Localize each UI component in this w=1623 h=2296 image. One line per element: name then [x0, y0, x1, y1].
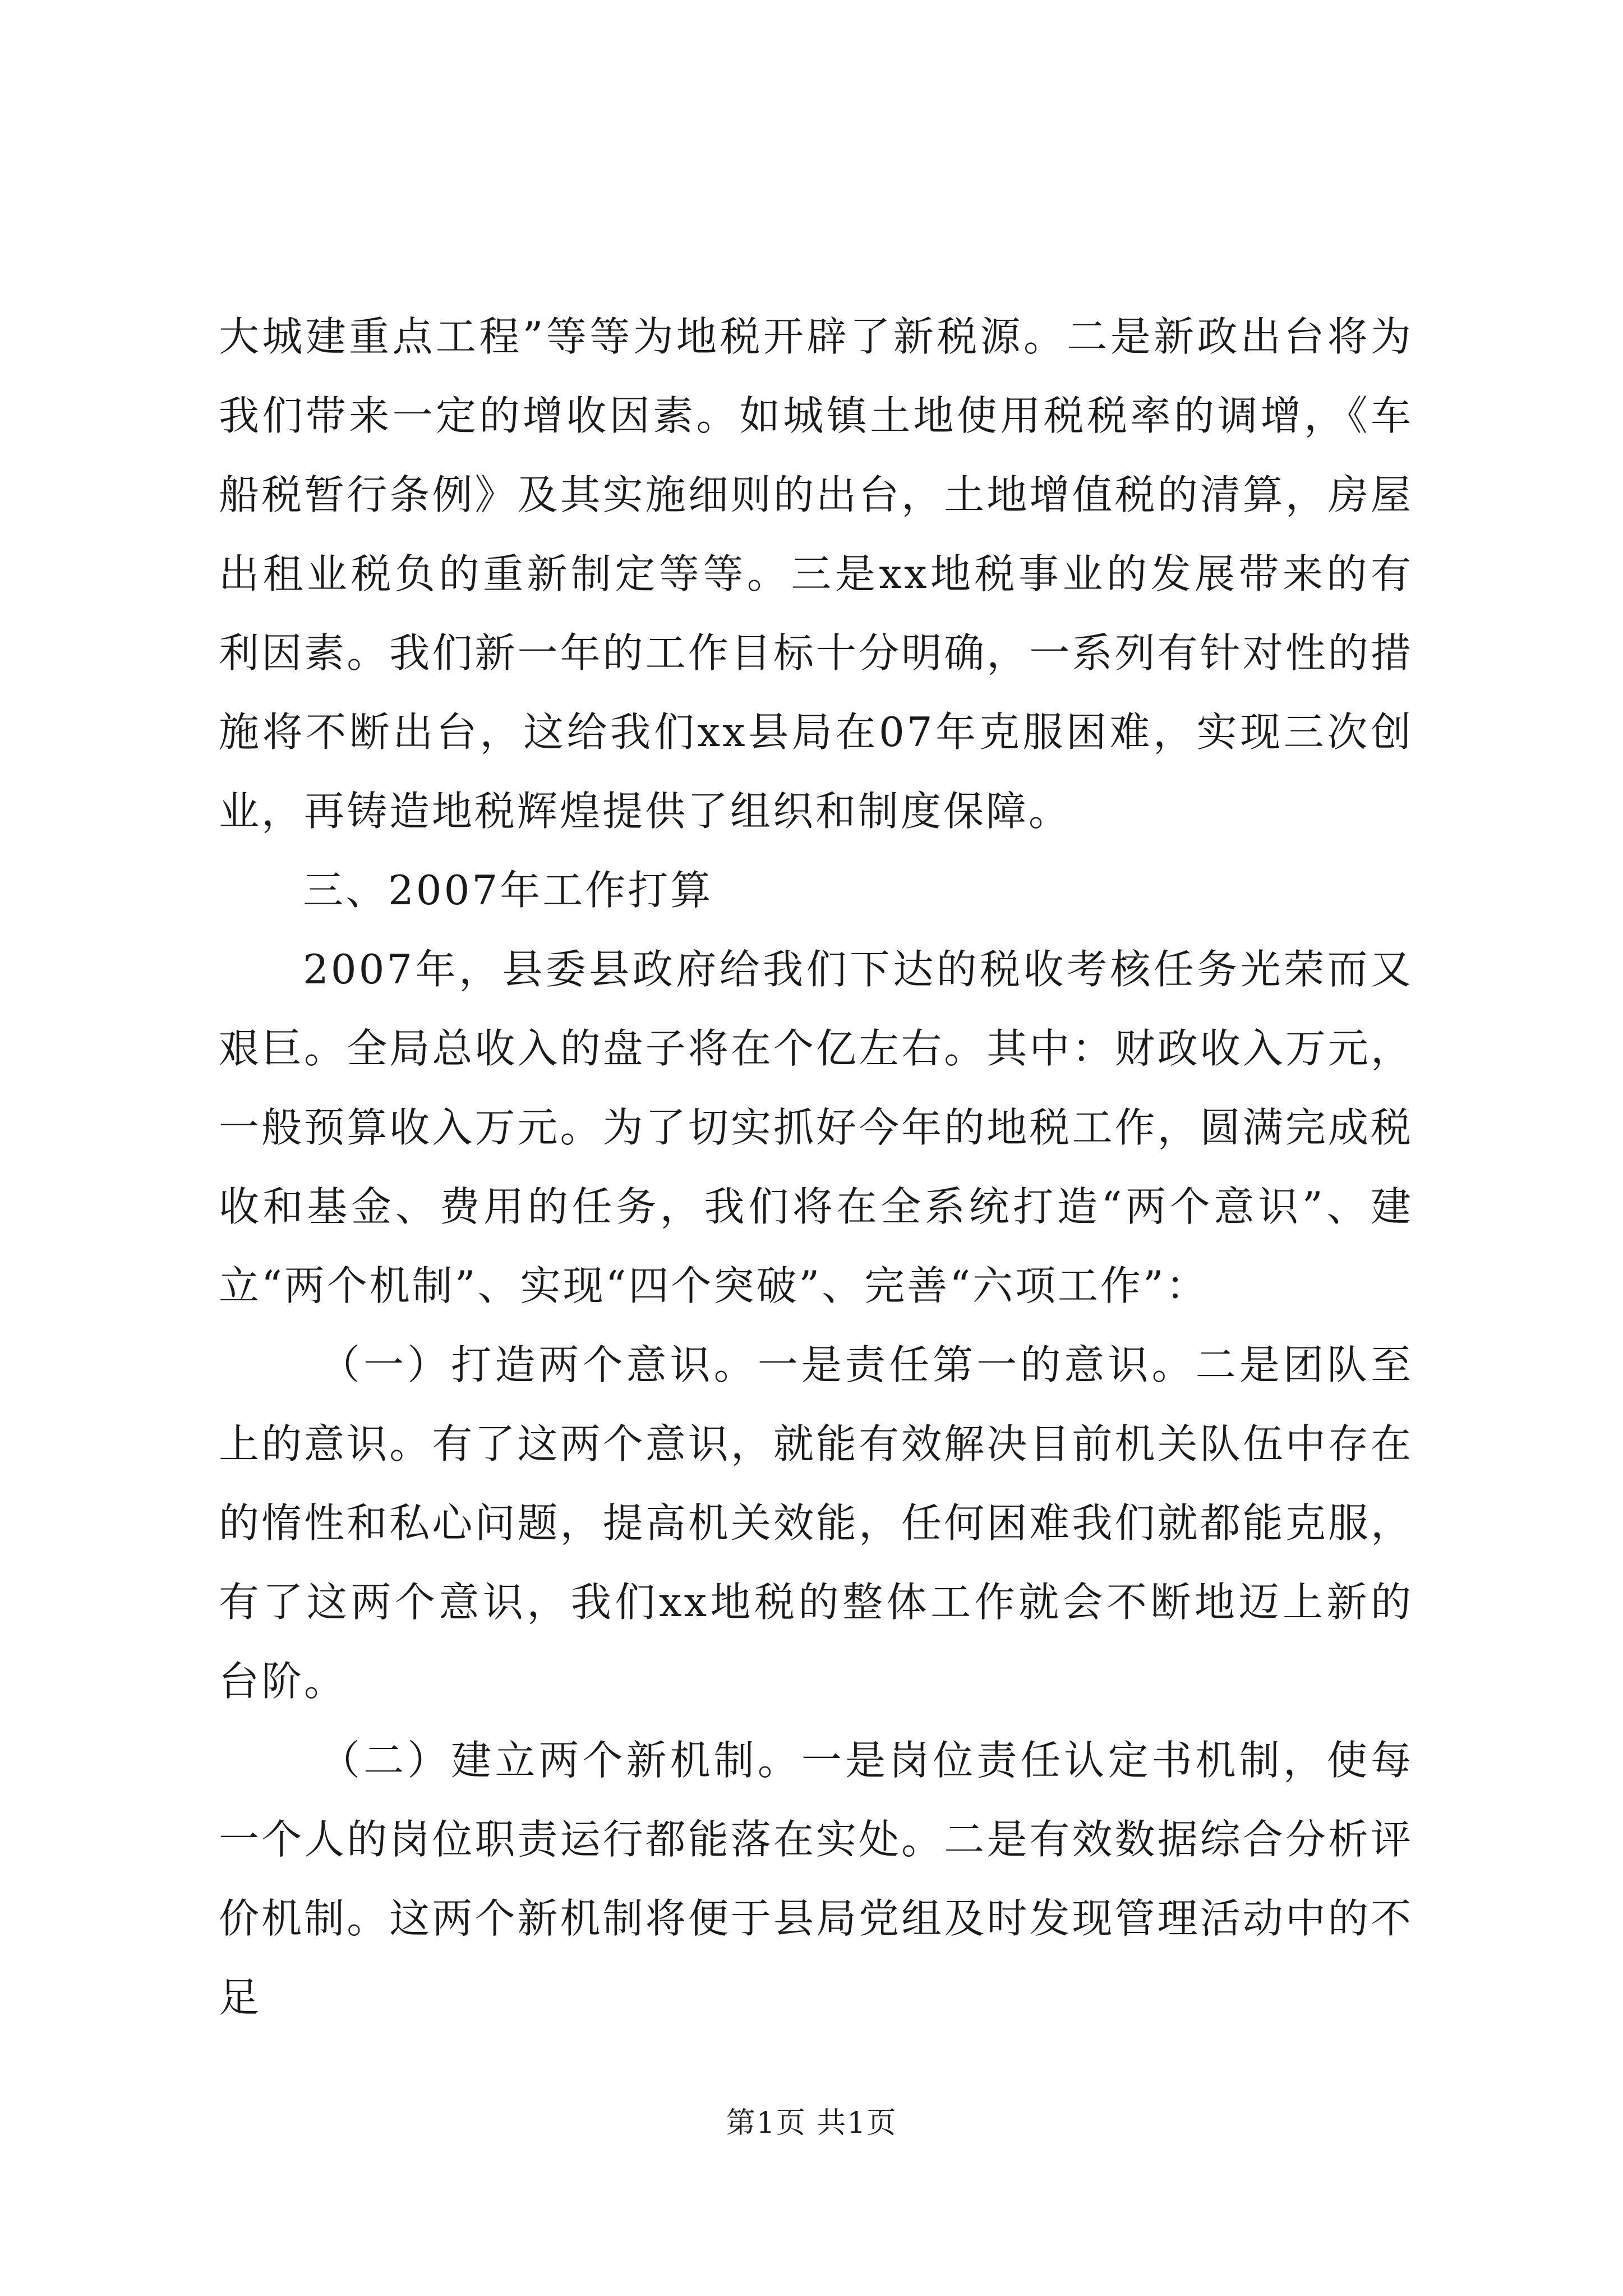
section-heading: 三、2007年工作打算: [303, 867, 713, 914]
paragraph-continuation: 大城建重点工程”等等为地税开辟了新税源。二是新政出台将为我们带来一定的增收因素。如城镇土地使用税税率的调增，《车船税暂行条例》及其实施细则的出台，土地增值税的清算，房屋出租业税负的重新制定等等。三是xx地税事业的发展带来的有利因素。我们新一年的工作目标十分明确，一系列有针对性的措施将不断出台，这给我们xx县局在07年克服困难，实现三次创业，再铸造地税辉煌提供了组织和制度保障。: [219, 313, 1413, 835]
paragraph-2007-tasks: 2007年，县委县政府给我们下达的税收考核任务光荣而又艰巨。全局总收入的盘子将在个亿左右。其中：财政收入万元，一般预算收入万元。为了切实抓好今年的地税工作，圆满完成税收和基金、费用的任务，我们将在全系统打造“两个意识”、建立“两个机制”、实现“四个突破”、完善“六项工作”：: [219, 946, 1413, 1309]
page-number-footer: 第1页 共1页: [726, 2106, 897, 2140]
document-body: [219, 297, 1413, 2037]
paragraph-two-mechanisms: （二）建立两个新机制。一是岗位责任认定书机制，使每一个人的岗位职责运行都能落在实处。二是有效数据综合分析评价机制。这两个新机制将便于县局党组及时发现管理活动中的不足: [219, 1737, 1413, 2021]
paragraph-two-awareness: （一）打造两个意识。一是责任第一的意识。二是团队至上的意识。有了这两个意识，就能有效解决目前机关队伍中存在的惰性和私心问题，提高机关效能，任何困难我们就都能克服，有了这两个意识，我们xx地税的整体工作就会不断地迈上新的台阶。: [219, 1341, 1413, 1705]
